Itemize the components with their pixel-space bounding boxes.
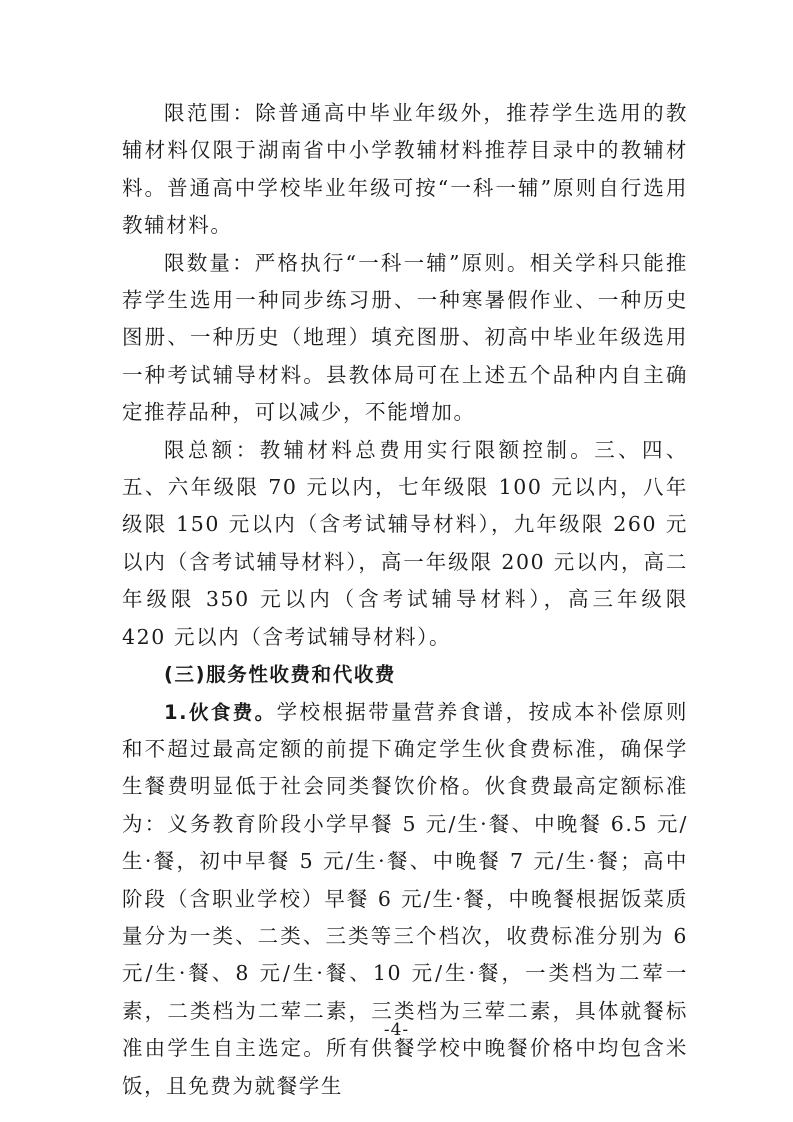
page-number: -4- [383,1020,410,1040]
section-heading: (三)服务性收费和代收费 [164,663,397,687]
meal-fee-text: 学校根据带量营养食谱，按成本补偿原则和不超过最高定额的前提下确定学生伙食费标准，确保学生餐费明显低于社会同类餐饮价格。伙食费最高定额标准为：义务教育阶段小学早餐 5 元/生·餐、中晚餐 6.5 元/生·餐，初中早餐 5 元/生·餐、中晚餐 7 元/生·餐；高中阶段（含职业学校）早餐 6 元/生·餐，中晚餐根据饭菜质量分为一类、二类、三类等三个档次，收费标准分别为 6 元/生·餐、8 元/生·餐、10 元/生·餐，一类档为二荤一素，二类档为二荤二素，三类档为三荤二素，具体就餐标准由学生自主选定。所有供餐学校中晚餐价格中均包含米饭，且免费为就餐学生 [122,699,688,1098]
paragraph-total: 限总额：教辅材料总费用实行限额控制。三、四、五、六年级限 70 元以内，七年级限 100 元以内，八年级限 150 元以内（含考试辅导材料），九年级限 260 元以内（含考试辅导材料），高一年级限 200 元以内，高二年级限 350 元以内（含考试辅导材料），高三年级限 420 元以内（含考试辅导材料）。 [122,437,688,649]
paragraph-scope: 限范围：除普通高中毕业年级外，推荐学生选用的教辅材料仅限于湖南省中小学教辅材料推荐目录中的教辅材料。普通高中学校毕业年级可按“一科一辅”原则自行选用教辅材料。 [122,101,688,238]
paragraph-meal-fee [122,694,688,1105]
meal-fee-lead: 1.伙食费。 [164,700,277,724]
paragraph-quantity: 限数量：严格执行“一科一辅”原则。相关学科只能推荐学生选用一种同步练习册、一种寒暑假作业、一种历史图册、一种历史（地理）填充图册、初高中毕业年级选用一种考试辅导材料。县教体局可在上述五个品种内自主确定推荐品种，可以减少，不能增加。 [122,250,688,425]
document-body [122,95,688,1105]
